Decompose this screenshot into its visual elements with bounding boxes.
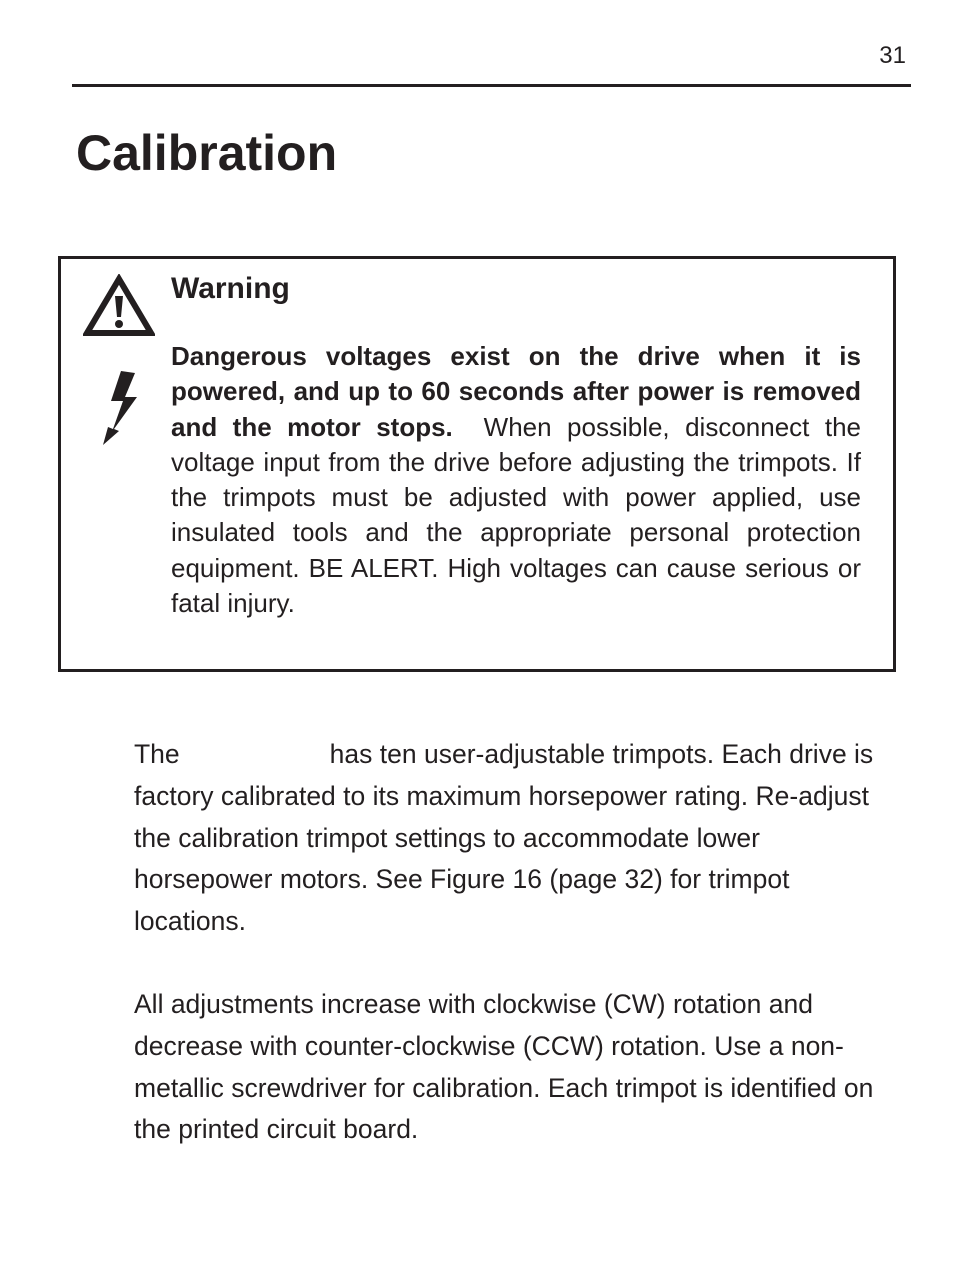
lightning-bolt-icon xyxy=(97,369,143,447)
page-number: 31 xyxy=(879,42,906,69)
warning-bold-text: Dangerous voltages exist on the drive when it is powered, and up to 60 seconds after power is removed and the motor stops. xyxy=(171,341,861,442)
warning-triangle-icon xyxy=(83,274,155,338)
header-rule xyxy=(72,84,911,87)
paragraph-trimpots xyxy=(134,734,894,943)
paragraph-rest: has ten user-adjustable trimpots. Each drive is factory calibrated to its maximum horsepower rating. Re-adjust the calibration trimpot settings to accommodate lower horsepower motors. See Figure 16 (page 32) for trimpot locations. xyxy=(134,739,874,937)
warning-heading: Warning xyxy=(171,272,290,305)
warning-text xyxy=(171,339,861,621)
page-title: Calibration xyxy=(76,125,338,181)
paragraph-start: The xyxy=(134,739,180,769)
paragraph-adjustments: All adjustments increase with clockwise (CW) rotation and decrease with counter-clockwise (CCW) rotation. Use a non-metallic screwdriver for calibration. Each trimpot is identified on the printed circuit board. xyxy=(134,989,874,1145)
warning-box xyxy=(58,256,896,672)
warning-regular-text: When possible, disconnect the voltage input from the drive before adjusting the trimpots. If the trimpots must be adjusted with power applied, use insulated tools and the appropriate personal protection equipment. BE ALERT. High voltages can cause serious or fatal injury. xyxy=(171,411,861,619)
